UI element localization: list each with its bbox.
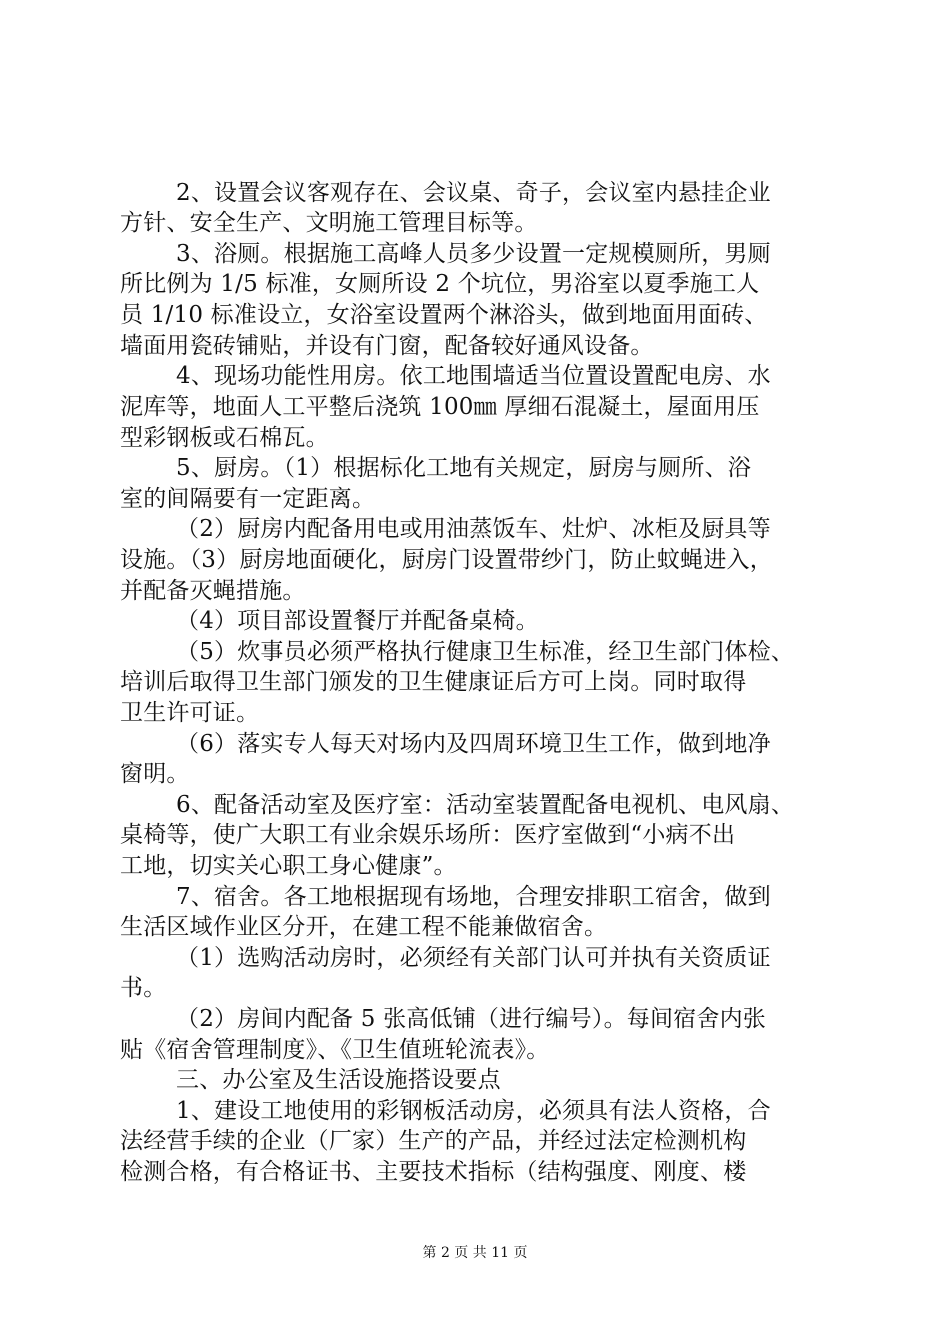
paragraph-line: 7、宿舍。各工地根据现有场地，合理安排职工宿舍，做到: [176, 884, 771, 910]
paragraph-line: （4）项目部设置餐厅并配备桌椅。: [176, 608, 539, 634]
section-heading: 三、办公室及生活设施搭设要点: [176, 1067, 501, 1093]
page-footer: 第 2 页 共 11 页: [422, 1245, 528, 1261]
paragraph-line: （2）房间内配备 5 张高低铺（进行编号）。每间宿舍内张: [176, 1006, 766, 1032]
paragraph-line: 5、厨房。（1）根据标化工地有关规定，厨房与厕所、浴: [176, 455, 751, 481]
paragraph-line: 方针、安全生产、文明施工管理目标等。: [120, 210, 538, 236]
paragraph-line: 室的间隔要有一定距离。: [120, 486, 376, 512]
paragraph-line: 泥库等，地面人工平整后浇筑 100㎜ 厚细石混凝土，屋面用压: [120, 394, 760, 420]
paragraph-line: 检测合格，有合格证书、主要技术指标（结构强度、刚度、楼: [120, 1159, 747, 1185]
paragraph-line: 生活区域作业区分开，在建工程不能兼做宿舍。: [120, 914, 608, 940]
paragraph-line: 员 1/10 标准设立，女浴室设置两个淋浴头，做到地面用面砖、: [120, 302, 768, 328]
paragraph-line: 法经营手续的企业（厂家）生产的产品，并经过法定检测机构: [120, 1128, 747, 1154]
paragraph-line: 设施。（3）厨房地面硬化，厨房门设置带纱门，防止蚊蝇进入，: [120, 547, 773, 573]
paragraph-line: （2）厨房内配备用电或用油蒸饭车、灶炉、冰柜及厨具等: [176, 516, 771, 542]
paragraph-line: 3、浴厕。根据施工高峰人员多少设置一定规模厕所，男厕: [176, 241, 771, 267]
paragraph-line: 贴《宿舍管理制度》、《卫生值班轮流表》。: [120, 1037, 550, 1063]
paragraph-line: 型彩钢板或石棉瓦。: [120, 425, 329, 451]
paragraph-line: 6、配备活动室及医疗室：活动室装置配备电视机、电风扇、: [176, 792, 795, 818]
paragraph-line: 桌椅等，使广大职工有业余娱乐场所：医疗室做到“小病不出: [120, 822, 736, 848]
paragraph-line: （1）选购活动房时，必须经有关部门认可并执有关资质证: [176, 945, 771, 971]
paragraph-line: 工地，切实关心职工身心健康”。: [120, 853, 457, 879]
paragraph-line: 窗明。: [120, 761, 190, 787]
paragraph-line: （5）炊事员必须严格执行健康卫生标准，经卫生部门体检、: [176, 639, 795, 665]
paragraph-line: 培训后取得卫生部门颁发的卫生健康证后方可上岗。同时取得: [120, 669, 747, 695]
paragraph-line: 并配备灭蝇措施。: [120, 578, 306, 604]
paragraph-line: 所比例为 1/5 标准，女厕所设 2 个坑位，男浴室以夏季施工人: [120, 271, 760, 297]
paragraph-line: 卫生许可证。: [120, 700, 260, 726]
paragraph-line: 2、设置会议客观存在、会议桌、奇子，会议室内悬挂企业: [176, 180, 771, 206]
paragraph-line: 4、现场功能性用房。依工地围墙适当位置设置配电房、水: [176, 363, 771, 389]
paragraph-line: 1、建设工地使用的彩钢板活动房，必须具有法人资格，合: [176, 1098, 771, 1124]
paragraph-line: 书。: [120, 975, 167, 1001]
paragraph-line: （6）落实专人每天对场内及四周环境卫生工作，做到地净: [176, 731, 771, 757]
paragraph-line: 墙面用瓷砖铺贴，并设有门窗，配备较好通风设备。: [120, 333, 654, 359]
